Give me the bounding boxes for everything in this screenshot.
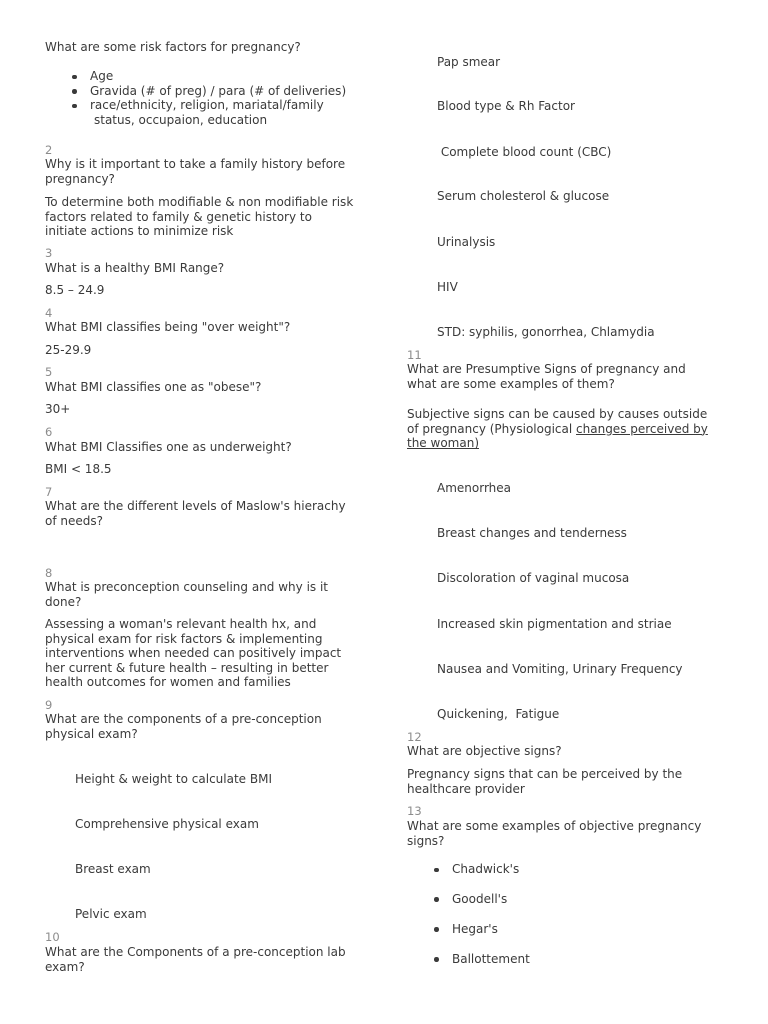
question-9 <box>45 712 322 741</box>
answer-line: Assessing a woman's relevant health hx, and <box>45 617 317 631</box>
answer-line: Pregnancy signs that can be perceived by the <box>407 767 683 781</box>
answer-12 <box>407 767 682 796</box>
question-10 <box>45 945 346 974</box>
question-line: What is preconception counseling and why is it <box>45 580 329 594</box>
question-3: What is a healthy BMI Range? <box>45 261 225 275</box>
list-item: Goodell's <box>452 892 530 907</box>
question-line: What are the different levels of Maslow's hierachy <box>45 499 346 513</box>
list-item: Increased skin pigmentation and striae <box>437 617 672 631</box>
answer-line: factors related to family & genetic history to <box>45 209 312 224</box>
answer-5: 30+ <box>45 402 71 416</box>
answer-line: physical exam for risk factors & implementing <box>45 631 323 646</box>
list-item: race/ethnicity, religion, mariatal/family <box>90 98 346 113</box>
list-item: Breast exam <box>75 862 151 876</box>
list-item: Pelvic exam <box>75 907 147 921</box>
answer-11 <box>407 407 708 451</box>
question-number: 8 <box>45 566 53 580</box>
question-number: 13 <box>407 804 422 818</box>
question-number: 10 <box>45 930 60 944</box>
answer-4: 25-29.9 <box>45 343 92 357</box>
answer-line: Subjective signs can be caused by causes outside <box>407 407 708 421</box>
question-number: 11 <box>407 348 422 362</box>
question-number: 5 <box>45 365 53 379</box>
question-number: 6 <box>45 425 53 439</box>
list-item: Quickening, Fatigue <box>437 707 560 721</box>
question-12: What are objective signs? <box>407 744 562 758</box>
answer-line: healthcare provider <box>407 781 525 796</box>
question-7 <box>45 499 346 528</box>
list-item: Amenorrhea <box>437 481 512 495</box>
answer-line: health outcomes for women and families <box>45 675 291 690</box>
list-item: HIV <box>437 280 458 294</box>
question-6: What BMI Classifies one as underweight? <box>45 440 292 454</box>
answer-3: 8.5 – 24.9 <box>45 283 105 297</box>
question-number: 4 <box>45 306 53 320</box>
list-item: STD: syphilis, gonorrhea, Chlamydia <box>437 325 655 339</box>
list-item: Pap smear <box>437 55 501 69</box>
list-item: Gravida (# of preg) / para (# of deliveries) <box>90 83 347 98</box>
question-line: of needs? <box>45 513 103 528</box>
list-item: Nausea and Vomiting, Urinary Frequency <box>437 662 683 676</box>
list-item: Hegar's <box>452 922 530 937</box>
risk-factor-continuation: status, occupaion, education <box>94 113 268 127</box>
underlined-text: changes perceived by <box>576 421 708 436</box>
question-number: 12 <box>407 730 422 744</box>
question-line: What are the components of a pre-conception <box>45 712 322 726</box>
question-1: What are some risk factors for pregnancy? <box>45 40 301 54</box>
objective-signs-list <box>452 862 530 967</box>
list-item: Serum cholesterol & glucose <box>437 189 610 203</box>
answer-line: To determine both modifiable & non modifiable risk <box>45 195 354 209</box>
question-line: physical exam? <box>45 726 138 741</box>
question-number: 2 <box>45 143 53 157</box>
list-item: Urinalysis <box>437 235 496 249</box>
list-item: Height & weight to calculate BMI <box>75 772 272 786</box>
question-line: signs? <box>407 833 445 848</box>
list-item: Discoloration of vaginal mucosa <box>437 571 630 585</box>
answer-line: initiate actions to minimize risk <box>45 224 234 239</box>
question-13 <box>407 819 701 848</box>
answer-text: of pregnancy (Physiological <box>407 421 577 436</box>
question-11 <box>407 362 686 391</box>
list-item: Chadwick's <box>452 862 530 877</box>
list-item: Ballottement <box>452 951 530 966</box>
answer-6: BMI < 18.5 <box>45 462 112 476</box>
question-number: 3 <box>45 246 53 260</box>
question-line: pregnancy? <box>45 171 115 186</box>
question-5: What BMI classifies one as "obese"? <box>45 380 262 394</box>
question-4: What BMI classifies being "over weight"? <box>45 320 291 334</box>
answer-line <box>407 422 708 437</box>
question-line: What are Presumptive Signs of pregnancy and <box>407 362 686 376</box>
answer-8 <box>45 617 341 690</box>
question-number: 9 <box>45 698 53 712</box>
question-line: exam? <box>45 959 85 974</box>
question-line: Why is it important to take a family history before <box>45 157 346 171</box>
list-item: Age <box>90 69 346 84</box>
question-2 <box>45 157 345 186</box>
question-line: what are some examples of them? <box>407 376 615 391</box>
list-item: Blood type & Rh Factor <box>437 99 575 113</box>
question-line: done? <box>45 594 82 609</box>
answer-line: her current & future health – resulting in better <box>45 660 329 675</box>
list-item: Breast changes and tenderness <box>437 526 627 540</box>
answer-2 <box>45 195 353 239</box>
question-8 <box>45 580 328 609</box>
list-item: Comprehensive physical exam <box>75 817 259 831</box>
risk-factor-list <box>90 69 346 113</box>
question-number: 7 <box>45 485 53 499</box>
question-line: What are some examples of objective pregnancy <box>407 819 702 833</box>
list-item: Complete blood count (CBC) <box>437 145 612 159</box>
answer-line: interventions when needed can positively impact <box>45 646 342 661</box>
question-line: What are the Components of a pre-conception lab <box>45 945 346 959</box>
underlined-text: the woman) <box>407 436 479 451</box>
